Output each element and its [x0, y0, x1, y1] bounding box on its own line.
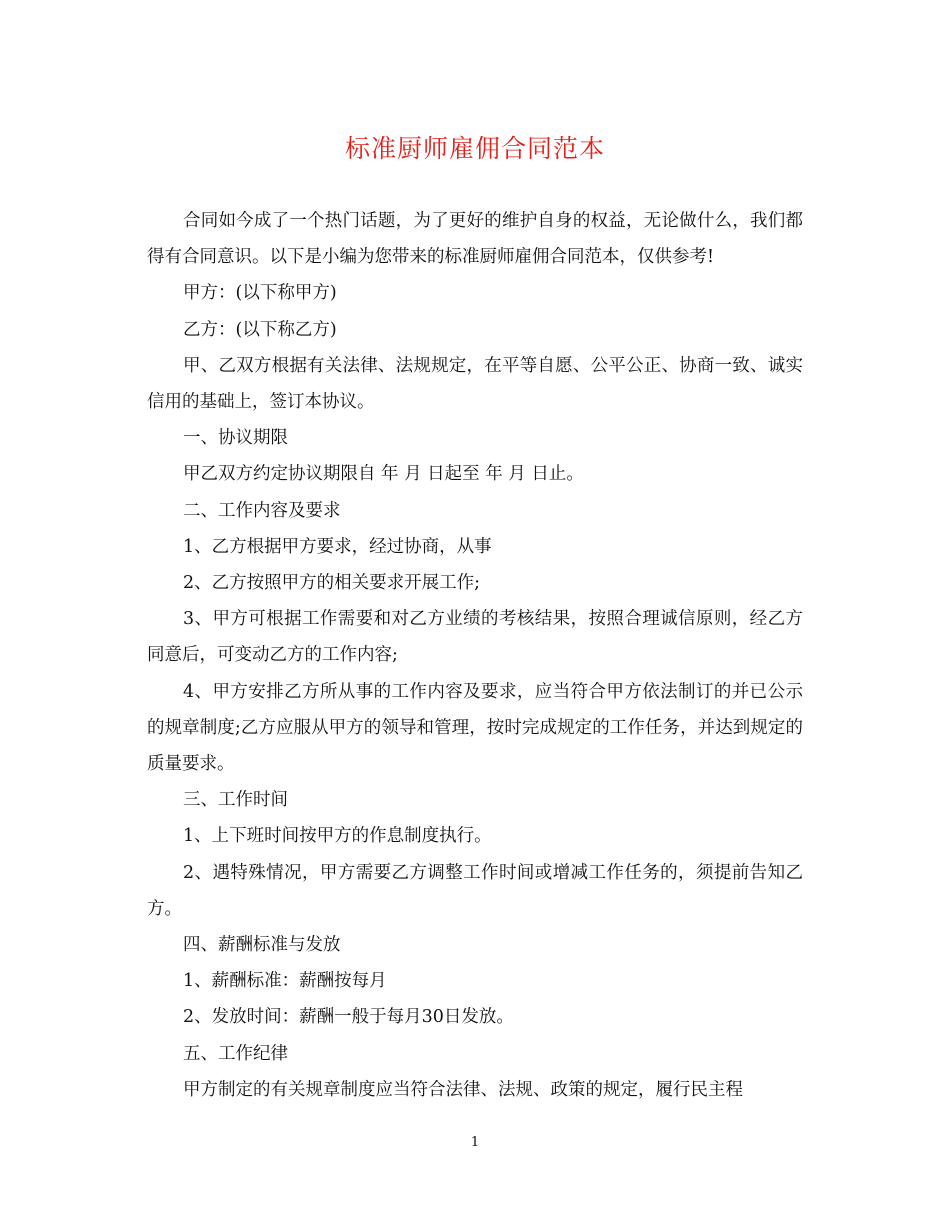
paragraph-preamble: 甲、乙双方根据有关法律、法规规定，在平等自愿、公平公正、协商一致、诚实信用的基础上，签订本协议。 [147, 355, 803, 413]
clause-work-4: 4、甲方安排乙方所从事的工作内容及要求，应当符合甲方依法制订的并已公示的规章制度;乙方应服从甲方的领导和管理，按时完成规定的工作任务，并达到规定的质量要求。 [147, 681, 803, 775]
clause-work-2: 2、乙方按照甲方的相关要求开展工作; [183, 573, 481, 594]
section-heading-discipline: 五、工作纪律 [183, 1043, 288, 1064]
paragraph-party-b: 乙方：(以下称乙方) [183, 319, 337, 340]
paragraph-party-a: 甲方：(以下称甲方) [183, 283, 337, 304]
document-body [147, 203, 803, 1108]
section-heading-work-time: 三、工作时间 [183, 790, 288, 811]
paragraph-intro: 合同如今成了一个热门话题，为了更好的维护自身的权益，无论做什么，我们都得有合同意识。以下是小编为您带来的标准厨师雇佣合同范本，仅供参考! [147, 211, 803, 268]
section-heading-work-content: 二、工作内容及要求 [183, 500, 341, 521]
document-title: 标准厨师雇佣合同范本 [344, 134, 605, 163]
clause-work-1: 1、乙方根据甲方要求，经过协商，从事 [183, 536, 492, 557]
clause-salary-1: 1、薪酬标准：薪酬按每月 [183, 971, 387, 992]
clause-time-2: 2、遇特殊情况，甲方需要乙方调整工作时间或增减工作任务的，须提前告知乙方。 [147, 862, 803, 919]
section-heading-salary: 四、薪酬标准与发放 [183, 935, 341, 956]
paragraph-discipline: 甲方制定的有关规章制度应当符合法律、法规、政策的规定，履行民主程 [183, 1079, 743, 1100]
paragraph-term: 甲乙双方约定协议期限自 年 月 日起至 年 月 日止。 [183, 464, 584, 485]
clause-work-3: 3、甲方可根据工作需要和对乙方业绩的考核结果，按照合理诚信原则，经乙方同意后，可变动乙方的工作内容; [147, 609, 803, 666]
clause-time-1: 1、上下班时间按甲方的作息制度执行。 [183, 826, 492, 847]
clause-salary-2: 2、发放时间：薪酬一般于每月30日发放。 [183, 1007, 514, 1028]
page-number: 1 [470, 1135, 480, 1150]
section-heading-term: 一、协议期限 [183, 428, 288, 449]
